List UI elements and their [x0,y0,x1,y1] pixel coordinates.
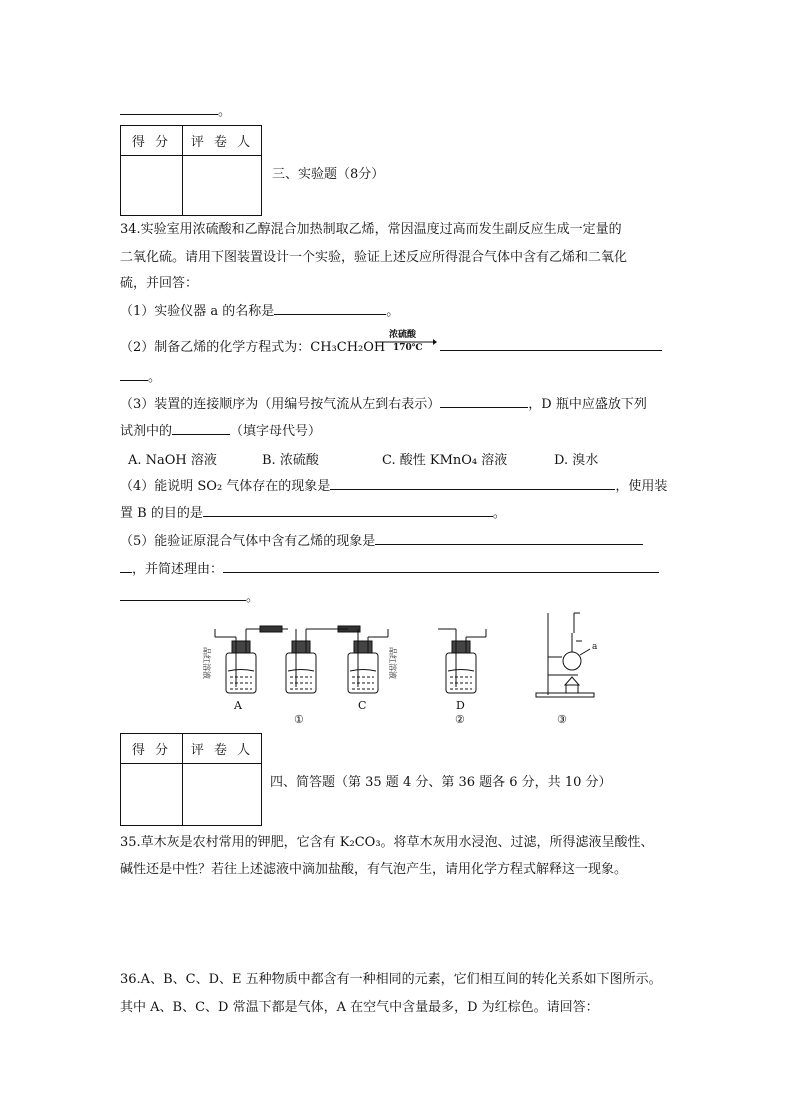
grader-label: 评 卷 人 [183,126,262,156]
label-c: C [358,699,367,712]
label-d: D [456,699,465,712]
bottle-a [215,629,288,693]
score-cell [121,156,183,216]
q34-part1: （1）实验仪器 a 的名称是 。 [120,300,399,319]
answer-blank[interactable] [223,558,659,573]
label-a: A [234,699,242,712]
q35-line2: 碱性还是中性？若往上述滤液中滴加盐酸，有气泡产生，请用化学方程式解释这一现象。 [120,862,628,877]
bottle-b [286,629,348,693]
q34-intro-3: 硫，并回答： [120,276,199,291]
apparatus-diagram [190,605,610,730]
q34-part2-tail: 。 [120,366,161,385]
answer-blank[interactable] [172,420,230,435]
arrow-condition-below: 170℃ [393,343,423,353]
score-box-section3 [120,125,262,216]
answer-blank[interactable] [274,300,386,315]
q34-intro-1: 34.实验室用浓硫酸和乙醇混合加热制取乙烯，常因温度过高而发生副反应生成一定量的 [120,222,622,237]
label-3: ③ [557,713,567,726]
q34-part5: （5）能验证原混合气体中含有乙烯的现象是 [120,530,643,549]
q34-part3-cont: 试剂中的 （填字母代号） [120,420,321,439]
generator-apparatus [536,613,594,697]
q35-line1: 35.草木灰是农村常用的钾肥，它含有 K₂CO₃。将草木灰用水浸泡、过滤，所得滤液呈酸性、 [120,835,654,850]
reaction-arrow [375,328,437,356]
score-label: 得 分 [121,734,183,764]
section4-title: 四、简答题（第 35 题 4 分、第 36 题各 6 分，共 10 分） [270,775,612,790]
side-label-left: 品红溶液 [202,647,211,679]
label-instrument-a: a [592,642,598,652]
option-c: C. 酸性 KMnO₄ 溶液 [382,453,508,468]
bottle-d [438,629,486,693]
q34-part2: （2）制备乙烯的化学方程式为：CH₃CH₂OH [120,340,386,355]
score-box-section4 [120,733,262,826]
q36-line1: 36.A、B、C、D、E 五种物质中都含有一种相同的元素，它们相互间的转化关系如下图所示。 [120,972,662,987]
q34-part2-blank[interactable] [440,336,662,355]
score-label: 得 分 [121,126,183,156]
option-d: D. 溴水 [554,453,599,468]
bottle-c [348,629,388,693]
q34-part4-cont: 置 B 的目的是 。 [120,502,506,521]
q34-intro-2: 二氧化硫。请用下图装置设计一个实验，验证上述反应所得混合气体中含有乙烯和二氧化 [120,250,628,265]
grader-label: 评 卷 人 [183,734,262,764]
score-cell [121,764,183,826]
q36-line2: 其中 A、B、C、D 常温下都是气体，A 在空气中含量最多，D 为红棕色。请回答： [120,1000,599,1015]
grader-cell [183,764,262,826]
answer-blank[interactable] [203,502,493,517]
label-2: ② [455,713,465,726]
arrow-condition-above: 浓硫酸 [389,330,417,340]
grader-cell [183,156,262,216]
q34-part3: （3）装置的连接顺序为（用编号按气流从左到右表示） ，D 瓶中应盛放下列 [120,393,647,412]
q34-part4: （4）能说明 SO₂ 气体存在的现象是 ，使用装 [120,475,667,494]
section3-title: 三、实验题（8分） [272,167,385,182]
label-1: ① [294,713,304,726]
side-label-right: 品红溶液 [388,647,397,679]
answer-blank[interactable] [375,530,643,545]
answer-blank[interactable] [440,393,528,408]
option-b: B. 浓硫酸 [262,453,319,468]
top-answer-line: 。 [120,100,231,119]
q34-part5-cont: ，并简述理由： [120,558,659,577]
q34-part5-tail: 。 [120,586,259,605]
answer-blank[interactable] [330,475,615,490]
option-a: A. NaOH 溶液 [128,453,217,468]
